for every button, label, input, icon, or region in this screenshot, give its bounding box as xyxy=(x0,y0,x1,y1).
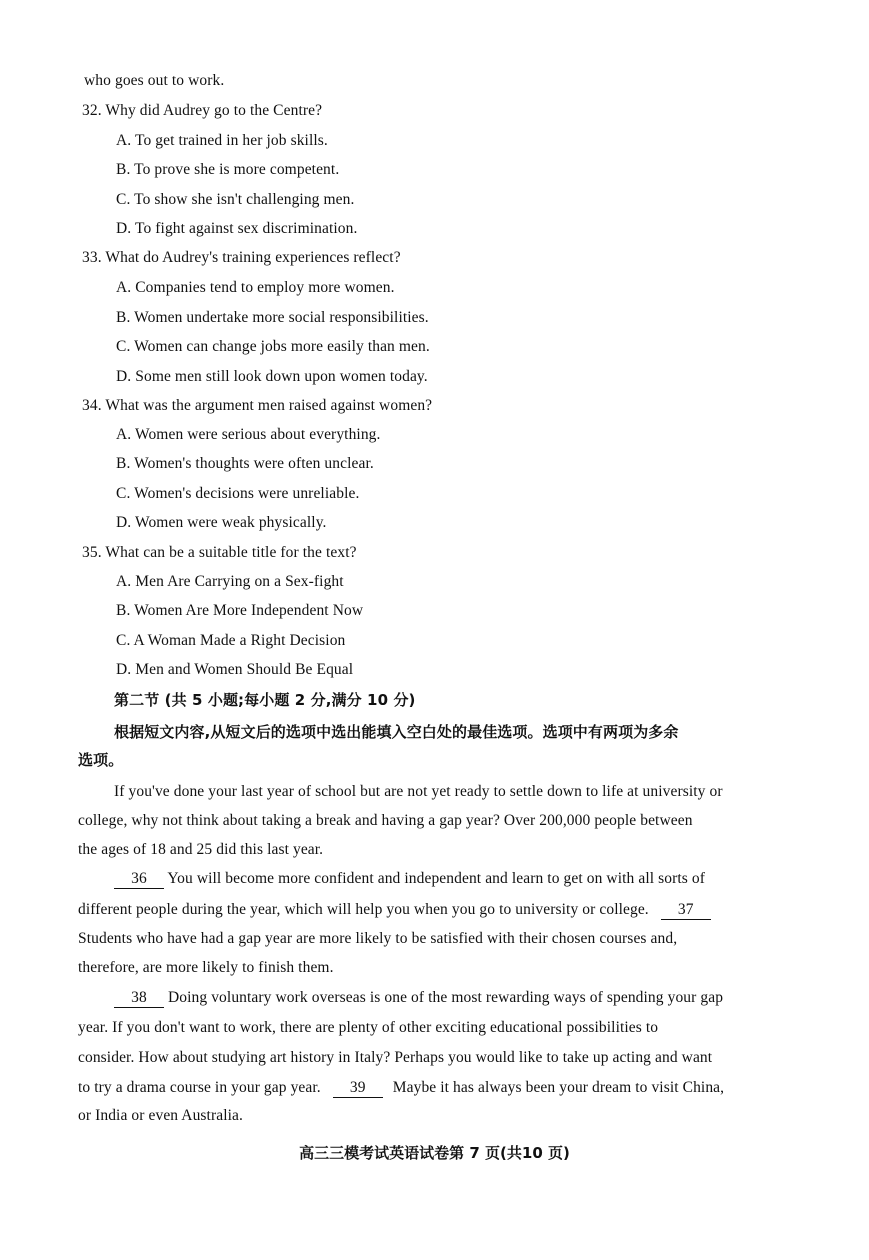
question-35-option-c: C. A Woman Made a Right Decision xyxy=(116,632,346,649)
question-34-stem: 34. What was the argument men raised against women? xyxy=(82,397,433,414)
question-33-option-a: A. Companies tend to employ more women. xyxy=(116,279,395,296)
question-35-option-a: A. Men Are Carrying on a Sex-fight xyxy=(116,573,344,590)
page-footer: 高三三模考试英语试卷第 7 页(共10 页) xyxy=(299,1144,570,1162)
question-32-stem: 32. Why did Audrey go to the Centre? xyxy=(82,102,323,119)
passage-p2-line-2-text: different people during the year, which will help you when you go to university or college. xyxy=(78,901,649,918)
question-34-option-b: B. Women's thoughts were often unclear. xyxy=(116,455,374,472)
question-35-stem: 35. What can be a suitable title for the text? xyxy=(82,544,357,561)
passage-p3-line-4-text-before: to try a drama course in your gap year. xyxy=(78,1079,321,1096)
passage-p3-line-5: or India or even Australia. xyxy=(78,1107,243,1124)
passage-p1-line-3: the ages of 18 and 25 did this last year. xyxy=(78,841,324,858)
passage-p3-line-1-text: Doing voluntary work overseas is one of the most rewarding ways of spending your gap xyxy=(167,989,724,1006)
question-32-option-d: D. To fight against sex discrimination. xyxy=(116,220,358,237)
question-35-option-b: B. Women Are More Independent Now xyxy=(116,602,364,619)
passage-p2-line-3: Students who have had a gap year are more likely to be satisfied with their chosen courses and, xyxy=(78,930,678,947)
section-heading: 第二节 (共 5 小题;每小题 2 分,满分 10 分) xyxy=(114,691,416,709)
blank-37[interactable]: 37 xyxy=(661,901,711,920)
passage-p3-line-4 xyxy=(78,1078,724,1098)
question-33-stem: 33. What do Audrey's training experiences reflect? xyxy=(82,249,401,266)
instruction-line-2: 选项。 xyxy=(78,751,124,769)
question-32-option-b: B. To prove she is more competent. xyxy=(116,161,340,178)
passage-p2-line-1 xyxy=(114,869,705,889)
passage-p2-line-2 xyxy=(78,900,711,920)
blank-38[interactable]: 38 xyxy=(114,989,164,1008)
question-32-option-c: C. To show she isn't challenging men. xyxy=(116,191,355,208)
passage-p3-line-3: consider. How about studying art history in Italy? Perhaps you would like to take up acting and want xyxy=(78,1049,713,1066)
passage-p3-line-1 xyxy=(114,988,723,1008)
passage-p3-line-2: year. If you don't want to work, there are plenty of other exciting educational possibilities to xyxy=(78,1019,659,1036)
question-34-option-d: D. Women were weak physically. xyxy=(116,514,327,531)
instruction-line-1: 根据短文内容,从短文后的选项中选出能填入空白处的最佳选项。选项中有两项为多余 xyxy=(114,723,679,741)
question-32-option-a: A. To get trained in her job skills. xyxy=(116,132,328,149)
question-33-option-d: D. Some men still look down upon women today. xyxy=(116,368,428,385)
continued-text-line: who goes out to work. xyxy=(84,72,225,89)
question-33-option-c: C. Women can change jobs more easily than men. xyxy=(116,338,430,355)
passage-p1-line-1: If you've done your last year of school but are not yet ready to settle down to life at university or xyxy=(114,783,723,800)
blank-36[interactable]: 36 xyxy=(114,870,164,889)
passage-p2-line-1-text: You will become more confident and independent and learn to get on with all sorts of xyxy=(167,870,705,887)
blank-39[interactable]: 39 xyxy=(333,1079,383,1098)
question-34-option-a: A. Women were serious about everything. xyxy=(116,426,381,443)
question-35-option-d: D. Men and Women Should Be Equal xyxy=(116,661,354,678)
question-34-option-c: C. Women's decisions were unreliable. xyxy=(116,485,360,502)
passage-p1-line-2: college, why not think about taking a break and having a gap year? Over 200,000 people between xyxy=(78,812,693,829)
question-33-option-b: B. Women undertake more social responsibilities. xyxy=(116,309,429,326)
passage-p2-line-4: therefore, are more likely to finish them. xyxy=(78,959,334,976)
passage-p3-line-4-text-after: Maybe it has always been your dream to visit China, xyxy=(392,1079,725,1096)
